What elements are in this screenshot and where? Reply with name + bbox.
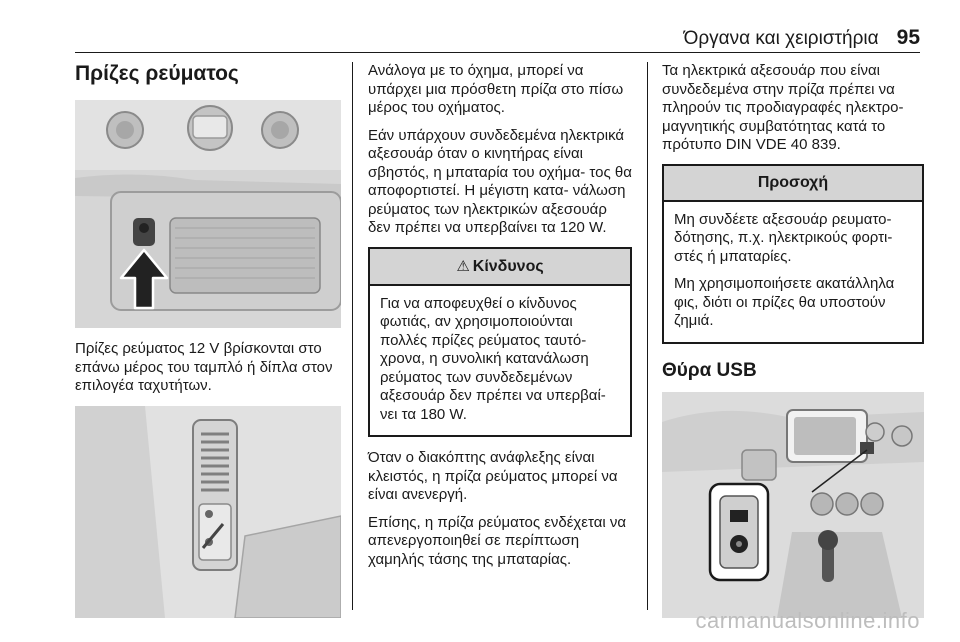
page-number: 95 [896,26,920,49]
danger-box [368,247,632,438]
outlet-location-caption: Πρίζες ρεύματος 12 V βρίσκονται στο επάνω μέρος του ταμπλό ή δίπλα στον επιλογέα ταχυτήτων. [75,340,333,394]
column-3 [662,62,924,618]
section-heading-usb-port: Θύρα USB [662,359,757,381]
dashboard-outlet-illustration [75,100,341,328]
chapter-title: Όργανα και χειριστήρια [683,28,879,49]
caution-box [662,164,924,344]
section-heading-power-outlets: Πρίζες ρεύματος [75,62,239,85]
caution-box-text-1: Μη συνδέετε αξεσουάρ ρευματο- δότησης, π.χ. ηλεκτρικούς φορτι- στές ή μπαταρίες. [674,210,893,265]
running-header [684,26,920,50]
column-divider-2 [647,62,648,610]
danger-box-title: Κίνδυνος [472,257,544,275]
column-divider-1 [352,62,353,610]
danger-box-text: Για να αποφευχθεί ο κίνδυνος φωτιάς, αν χρησιμοποιούνται πολλές πρίζες ρεύματος ταυτό- χρονα, η συνολική κατανάλωση ρεύματος των συνδεδεμένων αξεσουάρ δεν πρέπει να υπερβαί- νει τα 180 W. [380,294,606,423]
warning-triangle-icon: ⚠ [456,257,470,275]
watermark-text: carmanualsonline.info [695,608,920,633]
battery-drain-paragraph: Εάν υπάρχουν συνδεδεμένα ηλεκτρικά αξεσουάρ όταν ο κινητήρας είναι σβηστός, η μπαταρία του οχήμα- τος θα αποφορτιστεί. Η μέγιστη κατα- νάλωση ρεύματος των ηλεκτρικών αξεσουάρ δεν πρέπει να υπερβαίνει τα 120 W. [368,126,632,236]
caution-box-body [664,202,922,342]
rear-outlet-illustration [75,406,341,618]
rear-outlet-paragraph: Ανάλογα με το όχημα, μπορεί να υπάρχει μια πρόσθετη πρίζα στο πίσω μέρος του οχήματος. [368,62,624,116]
column-1 [75,62,341,618]
caution-box-text-2: Μη χρησιμοποιήσετε ακατάλληλα φις, διότι οι πρίζες θα υποστούν ζημιά. [674,275,895,329]
emc-requirements-paragraph: Τα ηλεκτρικά αξεσουάρ που είναι συνδεδεμένα στην πρίζα πρέπει να πληρούν τις προδιαγραφές ηλεκτρο- μαγνητικής συμβατότητας κατά το πρότυπο DIN VDE 40 839. [662,62,904,153]
low-voltage-paragraph: Επίσης, η πρίζα ρεύματος ενδέχεται να απενεργοποιηθεί σε περίπτωση χαμηλής τάσης της μπαταρίας. [368,513,627,568]
danger-box-body [370,286,630,436]
header-rule [75,52,920,53]
ignition-off-paragraph: Όταν ο διακόπτης ανάφλεξης είναι κλειστός, η πρίζα ρεύματος μπορεί να είναι ανενεργή. [368,449,618,503]
usb-port-illustration [662,392,924,618]
caution-box-header: Προσοχή [664,166,922,202]
column-2 [368,62,632,578]
danger-box-header [370,249,630,286]
